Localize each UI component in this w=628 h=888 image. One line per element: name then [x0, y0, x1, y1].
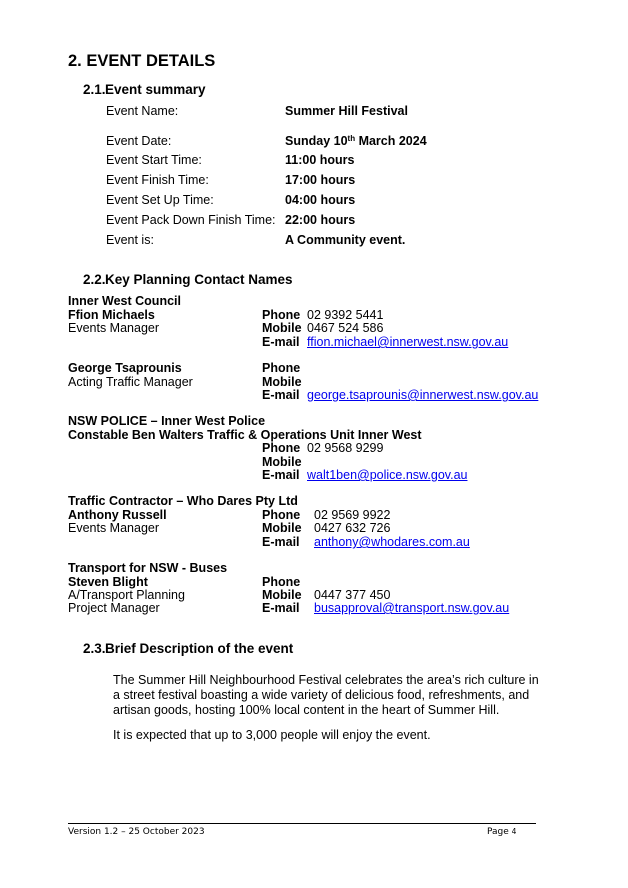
contact3-org: NSW POLICE – Inner West Police [68, 414, 266, 428]
contact4-phone: 02 9569 9922 [314, 508, 391, 522]
contact2-email-key: E-mail [262, 388, 300, 402]
contact2-mobile-key: Mobile [262, 375, 302, 389]
summary-heading-number: 2.1. [83, 82, 106, 97]
event-date-day: Sunday 10 [285, 134, 348, 148]
summary-value-packdown-time: 22:00 hours [285, 213, 356, 227]
contact4-org: Traffic Contractor – Who Dares Pty Ltd [68, 494, 298, 508]
summary-value-event-name: Summer Hill Festival [285, 104, 408, 118]
contact4-name: Anthony Russell [68, 508, 167, 522]
contact1-phone: 02 9392 5441 [307, 308, 384, 322]
event-date-month: March 2024 [355, 134, 427, 148]
summary-label-event-is: Event is: [106, 233, 154, 247]
contact3-email-key: E-mail [262, 468, 300, 482]
section-number: 2. [68, 52, 82, 70]
contact1-role: Events Manager [68, 321, 160, 335]
summary-label-finish-time: Event Finish Time: [106, 173, 209, 187]
contacts-heading-text: Key Planning Contact Names [105, 272, 293, 287]
summary-value-start-time: 11:00 hours [285, 153, 355, 167]
description-paragraph-1: The Summer Hill Neighbourhood Festival celebrates the area’s rich culture in a street festival boasting a wide variety of delicious food, refreshments, and artisan goods, hosting 100% local content in the heart of Summer Hill. [113, 673, 539, 717]
contact3-mobile-key: Mobile [262, 455, 302, 469]
contact5-name: Steven Blight [68, 575, 148, 589]
section-title [68, 52, 215, 71]
contact4-email-link[interactable]: anthony@whodares.com.au [314, 535, 470, 549]
contact3-phone: 02 9568 9299 [307, 441, 384, 455]
contact5-email-key: E-mail [262, 601, 300, 615]
contact1-name: Ffion Michaels [68, 308, 155, 322]
contacts-heading [83, 272, 293, 287]
footer-version: Version 1.2 – 25 October 2023 [68, 827, 205, 837]
summary-value-setup-time: 04:00 hours [285, 193, 356, 207]
summary-label-event-date: Event Date: [106, 134, 172, 148]
contact4-mobile: 0427 632 726 [314, 521, 391, 535]
footer-page [487, 827, 516, 837]
description-heading-text: Brief Description of the event [105, 641, 294, 656]
summary-heading-text: Event summary [105, 82, 206, 97]
contact5-mobile-key: Mobile [262, 588, 302, 602]
footer-divider [68, 823, 536, 824]
summary-value-finish-time: 17:00 hours [285, 173, 356, 187]
contact3-name: Constable Ben Walters Traffic & Operations Unit Inner West [68, 428, 422, 442]
summary-heading [83, 82, 206, 97]
summary-label-setup-time: Event Set Up Time: [106, 193, 214, 207]
contacts-heading-number: 2.2. [83, 272, 106, 287]
contact2-role: Acting Traffic Manager [68, 375, 193, 389]
summary-label-event-name: Event Name: [106, 104, 179, 118]
contact2-email-link[interactable]: george.tsaprounis@innerwest.nsw.gov.au [307, 388, 539, 402]
contact5-role-line2: Project Manager [68, 601, 160, 615]
contact5-org: Transport for NSW - Buses [68, 561, 228, 575]
contact5-role-line1: A/Transport Planning [68, 588, 185, 602]
event-date-suffix: th [347, 134, 356, 143]
contact1-email-key: E-mail [262, 335, 300, 349]
section-title-text: EVENT DETAILS [86, 52, 216, 70]
contact5-email-link[interactable]: busapproval@transport.nsw.gov.au [314, 601, 510, 615]
contact1-email-link[interactable]: ffion.michael@innerwest.nsw.gov.au [307, 335, 509, 349]
contact5-mobile: 0447 377 450 [314, 588, 391, 602]
contact3-phone-key: Phone [262, 441, 301, 455]
contact4-email-key: E-mail [262, 535, 300, 549]
contact1-phone-key: Phone [262, 308, 301, 322]
summary-value-event-date [285, 134, 427, 148]
footer-page-label: Page [487, 827, 509, 837]
contact1-mobile: 0467 524 586 [307, 321, 384, 335]
contact5-phone-key: Phone [262, 575, 301, 589]
contact2-phone-key: Phone [262, 361, 301, 375]
summary-label-start-time: Event Start Time: [106, 153, 202, 167]
description-heading-number: 2.3. [83, 641, 106, 656]
contact3-email-link[interactable]: walt1ben@police.nsw.gov.au [307, 468, 468, 482]
summary-value-event-is: A Community event. [285, 233, 406, 247]
contact1-mobile-key: Mobile [262, 321, 302, 335]
contact1-org: Inner West Council [68, 294, 181, 308]
contact4-phone-key: Phone [262, 508, 301, 522]
footer-page-number: 4 [511, 827, 517, 836]
description-paragraph-2: It is expected that up to 3,000 people will enjoy the event. [113, 728, 431, 742]
summary-label-packdown-time: Event Pack Down Finish Time: [106, 213, 276, 227]
contact4-mobile-key: Mobile [262, 521, 302, 535]
contact4-role: Events Manager [68, 521, 160, 535]
contact2-name: George Tsaprounis [68, 361, 182, 375]
description-heading [83, 641, 293, 656]
